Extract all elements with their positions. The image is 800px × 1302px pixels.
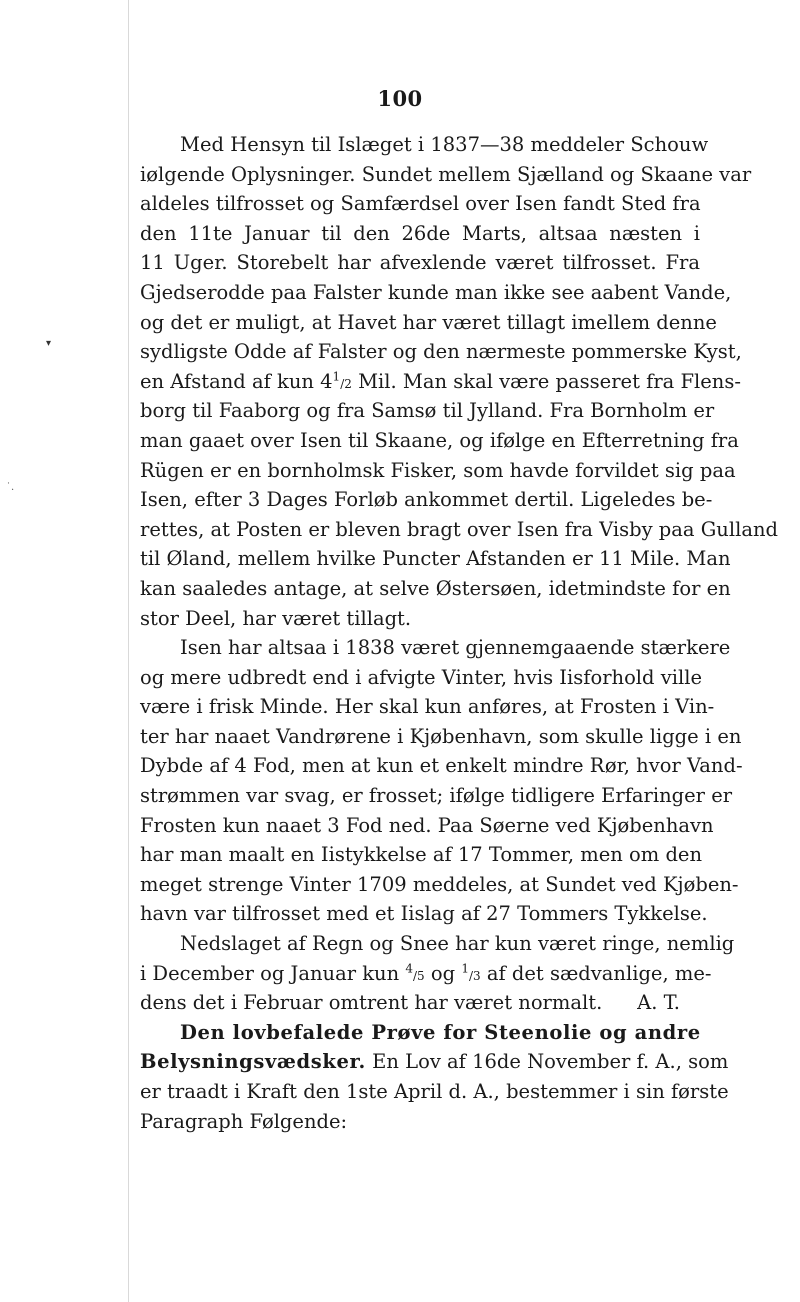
p1-line-14: rettes, at Posten er bleven bragt over Isen fra Visby paa Gulland: [140, 517, 779, 541]
fraction-denominator: /3: [468, 968, 481, 983]
p4-line-4: Paragraph Følgende:: [140, 1109, 348, 1133]
p3-line-2-pre: i December og Januar kun: [140, 961, 406, 985]
p4-line-3: er traadt i Kraft den 1ste April d. A., bestemmer i sin første: [140, 1080, 729, 1103]
p1-line-3: aldeles tilfrosset og Samfærdsel over Isen fandt Sted fra: [140, 192, 701, 216]
p2-line-7: Frosten kun naaet 3 Fod ned. Paa Søerne ved Kjøbenhavn: [140, 813, 714, 837]
p1-line-9-pre: en Afstand af kun 4: [140, 369, 333, 393]
margin-speck: ˙.: [6, 482, 15, 493]
p4-line-2: [140, 1047, 729, 1077]
p1-line-10: borg til Faaborg og fra Samsø til Jylland. Fra Bornholm er: [140, 399, 715, 423]
page-fold-line: [128, 0, 129, 1302]
p1-line-12: Rügen er en bornholmsk Fisker, som havde forvildet sig paa: [140, 458, 736, 482]
fraction-denominator: /5: [413, 968, 425, 983]
p1-line-2: iølgende Oplysninger. Sundet mellem Sjælland og Skaane var: [140, 162, 752, 186]
p2-line-9: meget strenge Vinter 1709 meddeles, at Sundet ved Kjøben-: [140, 872, 739, 896]
p1-line-4: den 11te Januar til den 26de Marts, altsaa næsten i: [140, 221, 700, 245]
p1-line-8: sydligste Odde af Falster og den nærmeste pommerske Kyst,: [140, 340, 742, 364]
p1-line-7: og det er muligt, at Havet har været tillagt imellem denne: [140, 310, 717, 334]
fraction-numerator: 1: [461, 961, 469, 976]
page-number: 100: [377, 86, 423, 111]
p1-line-17: stor Deel, har været tillagt.: [140, 606, 412, 630]
p2-line-8: har man maalt en Iistykkelse af 17 Tommer, men om den: [140, 843, 703, 867]
p1-line-9-post: Mil. Man skal være passeret fra Flens-: [351, 369, 741, 393]
section-heading: Den lovbefalede Prøve for Steenolie og andre: [180, 1020, 701, 1044]
p2-line-6: strømmen var svag, er frosset; ifølge tidligere Erfaringer er: [140, 784, 733, 808]
fraction-numerator: 4: [405, 961, 414, 976]
p2-line-2: og mere udbredt end i afvigte Vinter, hvis Iisforhold ville: [140, 665, 702, 689]
p1-line-6: Gjedserodde paa Falster kunde man ikke see aabent Vande,: [140, 280, 732, 304]
p2-line-10: havn var tilfrosset med et Iislag af 27 Tommers Tykkelse.: [140, 902, 708, 926]
section-heading-continued: Belysningsvædsker.: [140, 1050, 366, 1074]
p3-line-2-mid: og: [424, 961, 462, 985]
body-text: [140, 130, 779, 1136]
p1-line-16: kan saaledes antage, at selve Østersøen, idetmindste for en: [140, 576, 731, 600]
margin-mark: ▾: [46, 338, 52, 349]
p3-line-3-text: dens det i Februar omtrent har været normalt.: [140, 991, 603, 1015]
fraction-denominator: /2: [340, 376, 352, 391]
p4-line-2-rest: En Lov af 16de November f. A., som: [365, 1050, 729, 1074]
p2-line-4: ter har naaet Vandrørene i Kjøbenhavn, som skulle ligge i en: [140, 724, 742, 748]
fraction-numerator: 1: [332, 369, 341, 384]
author-signature: A. T.: [637, 991, 680, 1015]
p2-line-5: Dybde af 4 Fod, men at kun et enkelt mindre Rør, hvor Vand-: [140, 754, 743, 778]
p3-line-1: Nedslaget af Regn og Snee har kun været ringe, nemlig: [180, 932, 735, 956]
p1-line-11: man gaaet over Isen til Skaane, og ifølge en Efterretning fra: [140, 428, 739, 452]
p3-line-2-post: af det sædvanlige, me-: [480, 961, 712, 985]
p1-line-9: [140, 367, 741, 397]
p1-line-1: Med Hensyn til Islæget i 1837—38 meddeler Schouw: [180, 133, 709, 156]
p3-line-2: [140, 959, 712, 989]
p3-line-3: [140, 988, 700, 1018]
p1-line-5: 11 Uger. Storebelt har afvexlende været tilfrosset. Fra: [140, 251, 700, 275]
p2-line-3: være i frisk Minde. Her skal kun anføres, at Frosten i Vin-: [140, 695, 715, 719]
p1-line-13: Isen, efter 3 Dages Forløb ankommet dertil. Ligeledes be-: [140, 488, 713, 512]
p2-line-1: Isen har altsaa i 1838 været gjennemgaaende stærkere: [180, 636, 731, 660]
p1-line-15: til Øland, mellem hvilke Puncter Afstanden er 11 Mile. Man: [140, 547, 731, 571]
